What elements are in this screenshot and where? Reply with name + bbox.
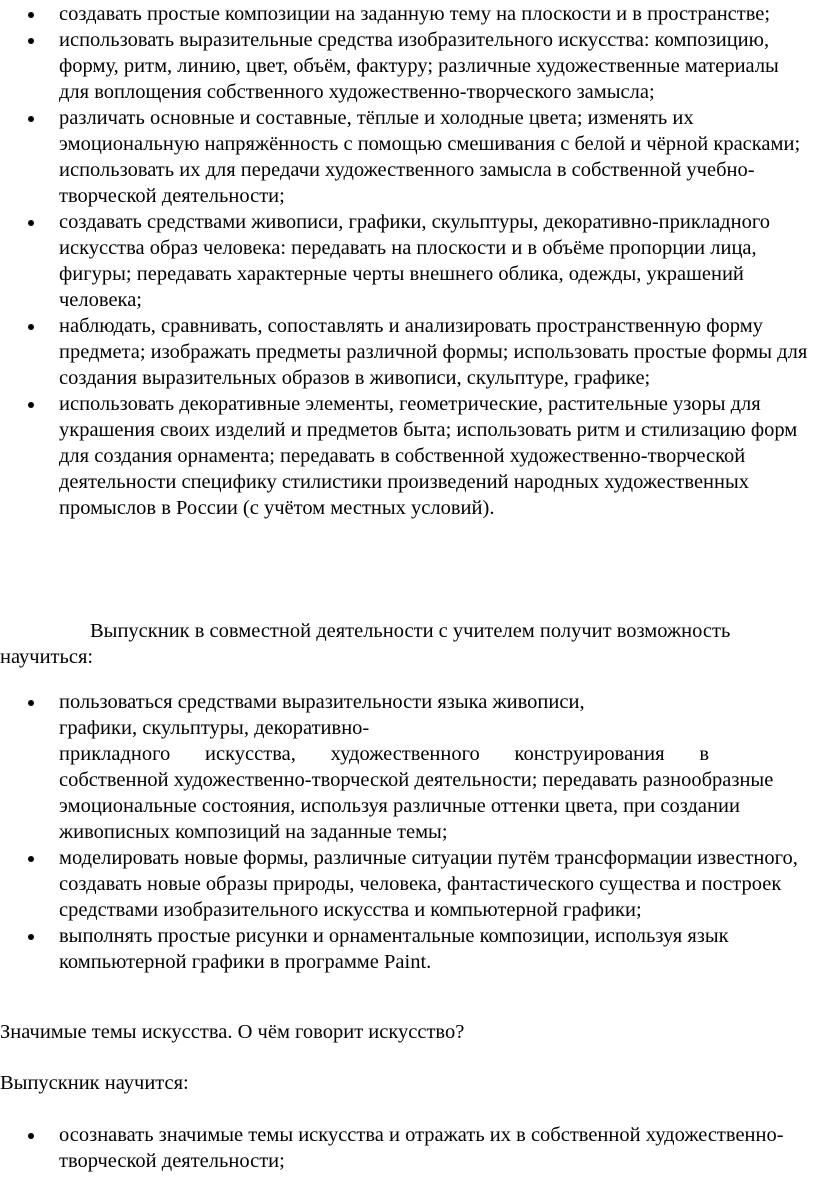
bullet-icon	[28, 934, 34, 940]
bullet-icon	[28, 116, 34, 122]
list-item-line: пользоваться средствами выразительности языка живописи,	[59, 691, 585, 713]
list-item-text: выполнять простые рисунки и орнаментальные композиции, используя язык компьютерной графики в программе Paint.	[59, 925, 729, 973]
list-item	[0, 1, 816, 27]
list-item	[0, 105, 816, 209]
bullet-icon	[28, 12, 34, 18]
skills-list	[0, 1, 816, 521]
section-label: Выпускник научится:	[0, 1072, 189, 1094]
list-item-text: использовать выразительные средства изобразительного искусства: композицию, форму, ритм, линию, цвет, объём, фактуру; различные художественные материалы для воплощения собственного художественно-творческого замысла;	[59, 29, 779, 103]
bullet-icon	[28, 324, 34, 330]
list-item-text: использовать декоративные элементы, геометрические, растительные узоры для украшения своих изделий и предметов быта; использовать ритм и стилизацию форм для создания орнамента; передавать в собственной художественно-творческой деятельности специфику стилистики произведений народных художественных промыслов в России (с учётом местных условий).	[59, 393, 798, 519]
bullet-icon	[28, 856, 34, 862]
list-item-text: наблюдать, сравнивать, сопоставлять и анализировать пространственную форму предмета; изображать предметы различной формы; использовать простые формы для создания выразительных образов в живописи, скульптуре, графике;	[59, 315, 808, 389]
bullet-icon	[28, 402, 34, 408]
bullet-icon	[28, 38, 34, 44]
list-item	[0, 209, 816, 313]
intro-paragraph: Выпускник в совместной деятельности с учителем получит возможность научиться:	[0, 620, 731, 668]
list-item-line: собственной художественно-творческой деятельности; передавать разнообразные эмоциональные состояния, используя различные оттенки цвета, при создании живописных композиций на заданные темы;	[59, 769, 774, 843]
list-item-text: создавать средствами живописи, графики, скульптуры, декоративно-прикладного искусства образ человека: передавать на плоскости и в объёме пропорции лица, фигуры; передавать характерные черты внешнего облика, одежды, украшений человека;	[59, 211, 770, 311]
list-item	[0, 313, 816, 391]
list-item-line: прикладного искусства, художественного конструирования в	[59, 743, 709, 765]
bullet-icon	[28, 700, 34, 706]
optional-skills-list	[0, 689, 816, 975]
list-item-text: осознавать значимые темы искусства и отражать их в собственной художественно-творческой деятельности;	[59, 1124, 784, 1172]
themes-list	[0, 1122, 816, 1174]
list-item-text	[59, 689, 812, 845]
bullet-icon	[28, 220, 34, 226]
list-item	[0, 1122, 816, 1174]
list-item	[0, 845, 816, 923]
section-heading: Значимые темы искусства. О чём говорит искусство?	[0, 1021, 465, 1043]
list-item-line: графики, скульптуры, декоративно-	[59, 717, 370, 739]
list-item-text: создавать простые композиции на заданную тему на плоскости и в пространстве;	[59, 3, 771, 25]
list-item	[0, 391, 816, 521]
list-item	[0, 923, 816, 975]
list-item	[0, 689, 816, 845]
list-item-text: различать основные и составные, тёплые и холодные цвета; изменять их эмоциональную напряжённость с помощью смешивания с белой и чёрной красками; использовать их для передачи художественного замысла в собственной учебно-творческой деятельности;	[59, 107, 801, 207]
bullet-icon	[28, 1133, 34, 1139]
list-item	[0, 27, 816, 105]
list-item-text: моделировать новые формы, различные ситуации путём трансформации известного, создавать новые образы природы, человека, фантастического существа и построек средствами изобразительного искусства и компьютерной графики;	[59, 847, 798, 921]
